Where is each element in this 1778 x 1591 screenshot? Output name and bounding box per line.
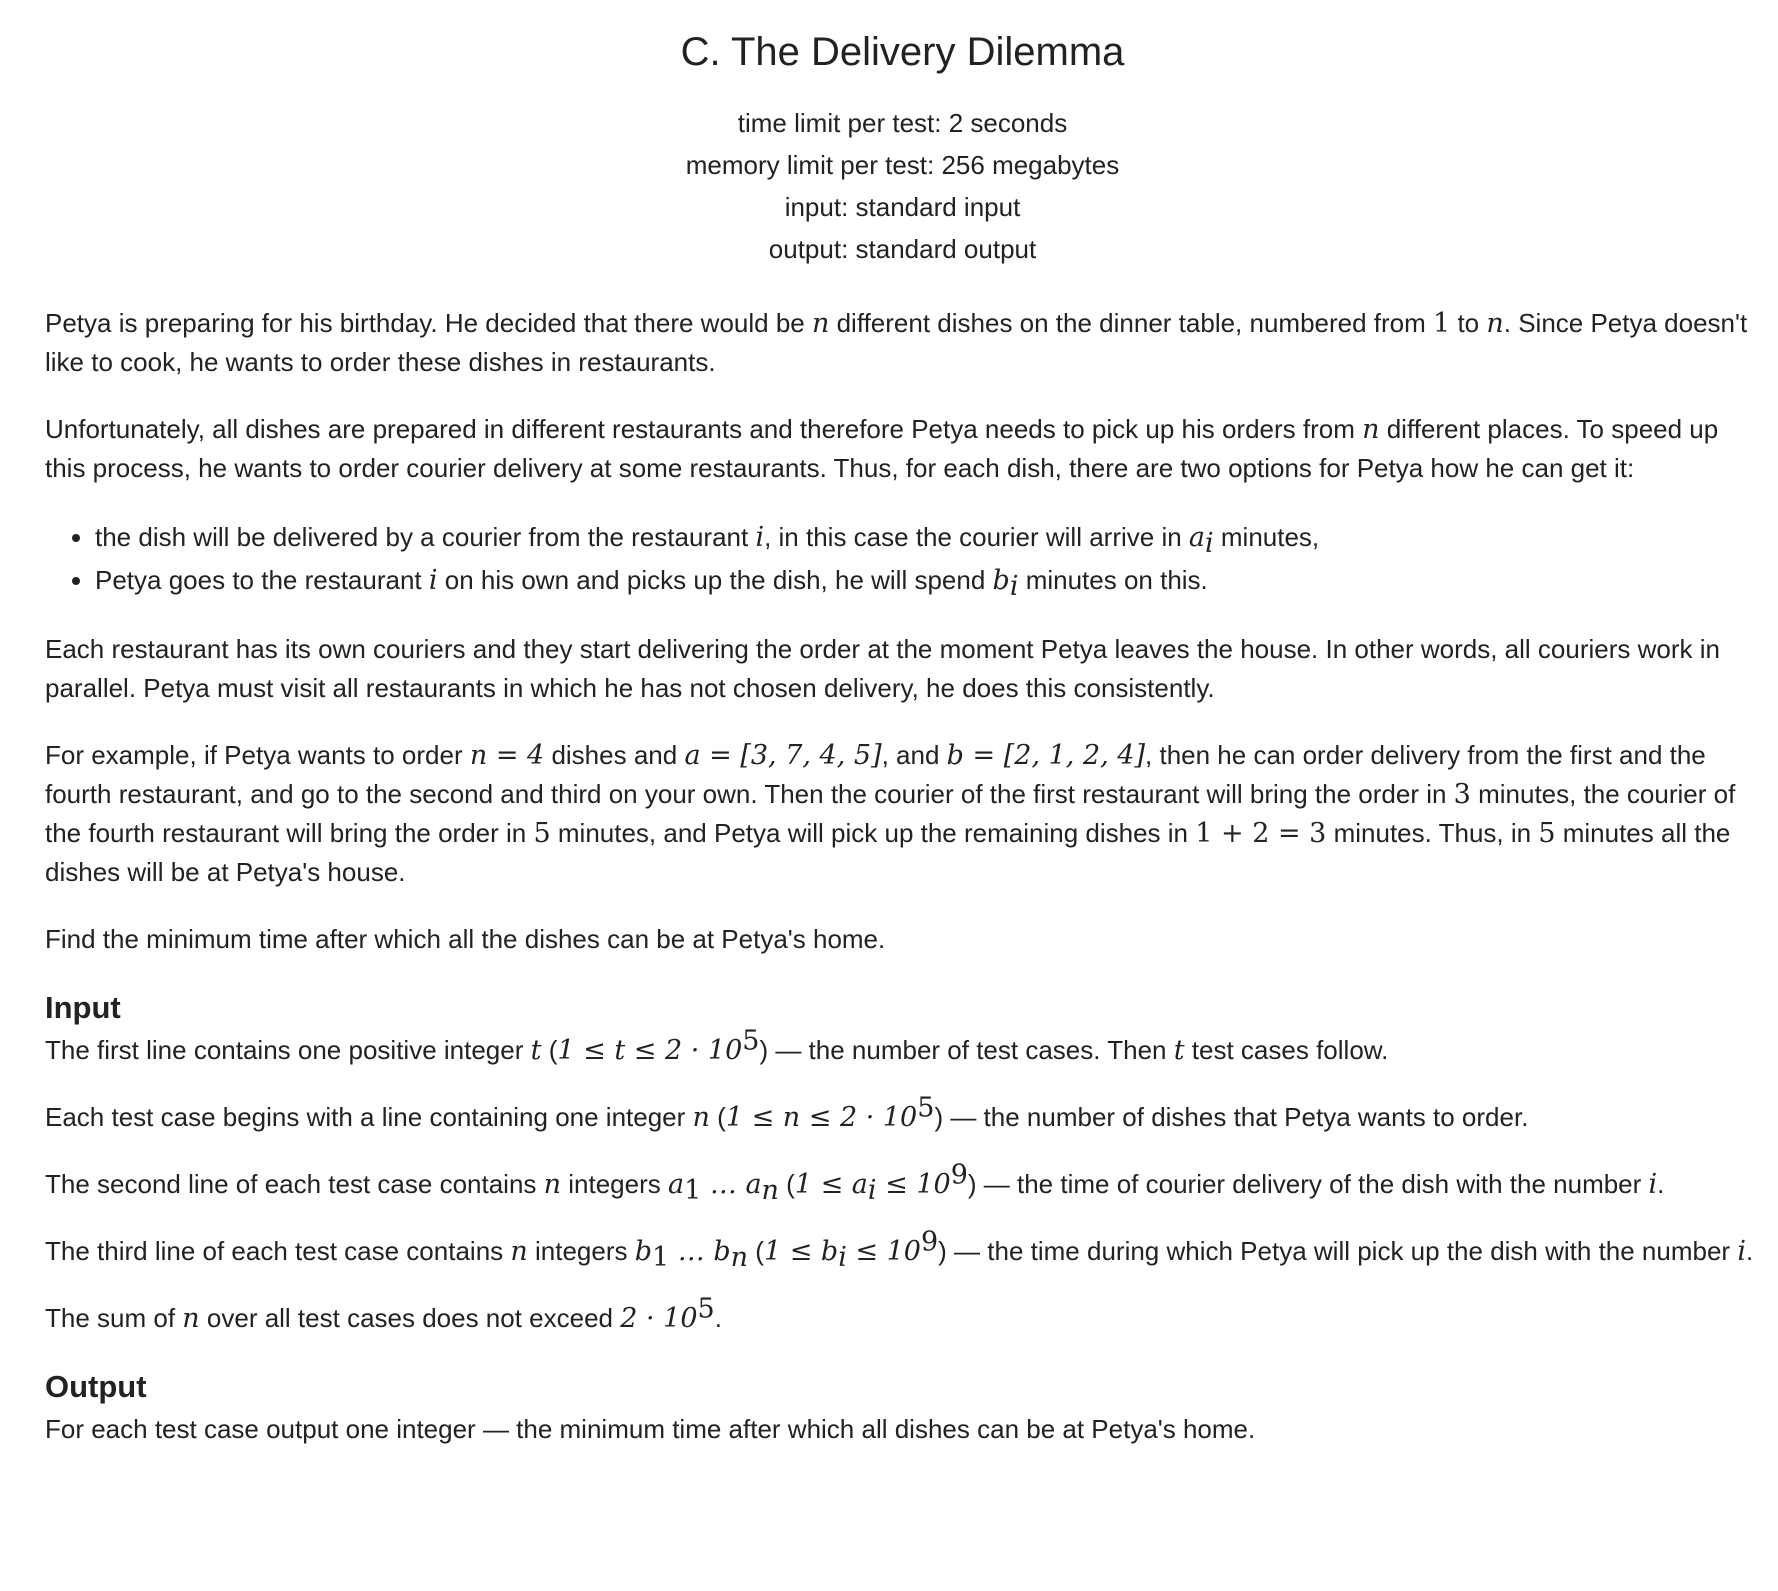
output-spec: output: standard output bbox=[768, 234, 1037, 264]
problem-header bbox=[45, 28, 1760, 270]
problem-title: C. The Delivery Dilemma bbox=[680, 30, 1125, 74]
input-paragraph-1: The first line contains one positive integer t $(1 \le t \le 2 \cdot 10^5)$ — the number of test cases. Then t test cases follow. bbox=[45, 1025, 1389, 1066]
input-paragraph-2: Each test case begins with a line containing one integer n $(1 \le n \le 2 \cdot 10^5)$ — the number of dishes that Petya wants to order. bbox=[45, 1092, 1529, 1133]
statement-paragraph-3: Each restaurant has its own couriers and they start delivering the order at the moment Petya leaves the house. In other words, all couriers work in parallel. Petya must visit all restaurants in which he has not chosen delivery, he does this consistently. bbox=[45, 634, 1720, 703]
output-paragraph-1: For each test case output one integer — the minimum time after which all dishes can be at Petya's home. bbox=[45, 1414, 1256, 1444]
input-spec: input: standard input bbox=[784, 192, 1021, 222]
statement-paragraph-5: Find the minimum time after which all the dishes can be at Petya's home. bbox=[45, 924, 886, 954]
list-item: • Petya goes to the restaurant i on his own and picks up the dish, he will spend $b_i$ minutes on this. bbox=[95, 559, 1760, 602]
time-limit: time limit per test: 2 seconds bbox=[737, 108, 1068, 138]
input-paragraph-3: The second line of each test case contains n integers $a_1$ … $a_n$ $(1 \le a_i \le 10^9)$ — the time of courier delivery of the dish with the number i. bbox=[45, 1159, 1665, 1207]
options-list bbox=[45, 516, 1760, 602]
statement-paragraph-1: Petya is preparing for his birthday. He decided that there would be n different dishes on the dinner table, numbered from 1 to n. Since Petya doesn't like to cook, he wants to order these dishes in restaurants. bbox=[45, 308, 1748, 377]
input-paragraph-5: The sum of n over all test cases does not exceed $2 \cdot 10^5$. bbox=[45, 1293, 722, 1334]
input-section-title: Input bbox=[45, 990, 121, 1025]
input-paragraph-4: The third line of each test case contains n integers $b_1$ … $b_n$ $(1 \le b_i \le 10^9)$ — the time during which Petya will pick up the dish with the number i. bbox=[45, 1226, 1754, 1274]
statement-paragraph-4: For example, if Petya wants to order n = 4 dishes and a = [3, 7, 4, 5], and b = [2, 1, 2, 4], then he can order delivery from the first and the fourth restaurant, and go to the second and third on your own. Then the courier of the first restaurant will bring the order in 3 minutes, the courier of the fourth restaurant will bring the order in 5 minutes, and Petya will pick up the remaining dishes in 1 + 2 = 3 minutes. Thus, in 5 minutes all the dishes will be at Petya's house. bbox=[45, 740, 1736, 887]
statement-paragraph-2: Unfortunately, all dishes are prepared in different restaurants and therefore Petya needs to pick up his orders from n different places. To speed up this process, he wants to order courier delivery at some restaurants. Thus, for each dish, there are two options for Petya how he can get it: bbox=[45, 414, 1719, 483]
list-item: • the dish will be delivered by a courier from the restaurant i, in this case the courier will arrive in $a_i$ minutes, bbox=[95, 516, 1760, 559]
memory-limit: memory limit per test: 256 megabytes bbox=[685, 150, 1120, 180]
output-section-title: Output bbox=[45, 1369, 147, 1404]
